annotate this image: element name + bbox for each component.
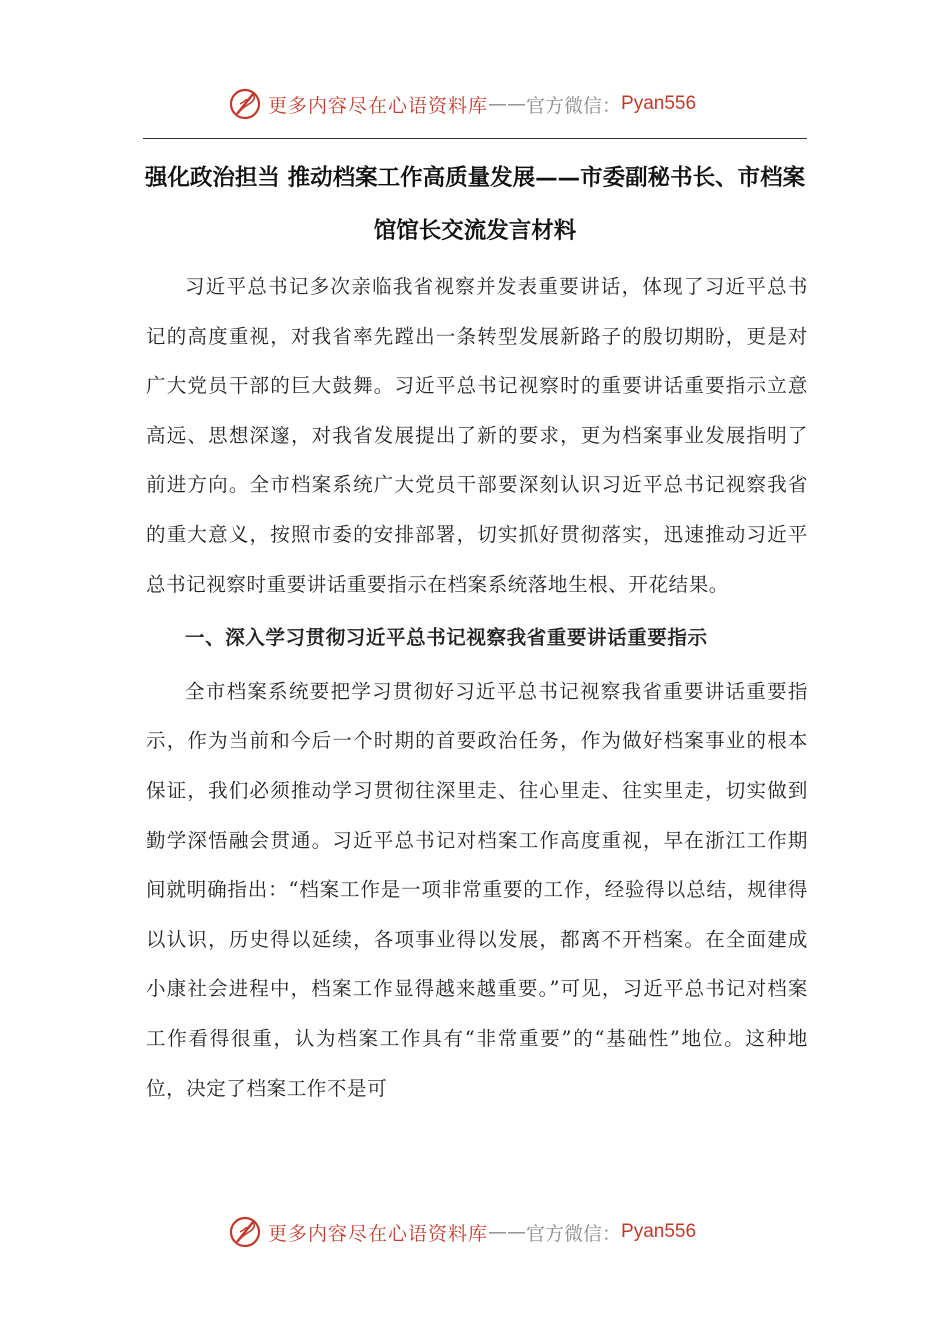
footer-watermark (228, 1212, 748, 1252)
watermark-wechat-id: Pyan556 (621, 1221, 697, 1242)
header-watermark (228, 84, 748, 124)
quill-logo-icon (228, 87, 262, 121)
document-title: 强化政治担当 推动档案工作高质量发展——市委副秘书长、市档案馆馆长交流发言材料 (144, 165, 806, 244)
watermark-wechat-label: 官方微信： (526, 1222, 622, 1245)
quill-logo-icon (228, 1215, 262, 1249)
watermark-dash: —— (488, 1221, 527, 1243)
watermark-slogan: 更多内容尽在心语资料库 (268, 94, 489, 117)
body-paragraph: 习近平总书记多次亲临我省视察并发表重要讲话，体现了习近平总书记的高度重视，对我省率先蹚出一条转型发展新路子的殷切期盼，更是对广大党员干部的巨大鼓舞。习近平总书记视察时的重要讲话重要指示立意高远、思想深邃，对我省发展提出了新的要求，更为档案事业发展指明了前进方向。全市档案系统广大党员干部要深刻认识习近平总书记视察我省的重大意义，按照市委的安排部署，切实抓好贯彻落实，迅速推动习近平总书记视察时重要讲话重要指示在档案系统落地生根、开花结果。 (146, 275, 808, 596)
watermark-slogan: 更多内容尽在心语资料库 (268, 1222, 489, 1245)
watermark-wechat-label: 官方微信： (526, 94, 622, 117)
section-heading: 一、深入学习贯彻习近平总书记视察我省重要讲话重要指示 (185, 626, 708, 650)
watermark-dash: —— (488, 93, 527, 115)
document-body (146, 262, 808, 1113)
watermark-wechat-id: Pyan556 (621, 93, 697, 114)
body-paragraph: 全市档案系统要把学习贯彻好习近平总书记视察我省重要讲话重要指示，作为当前和今后一个时期的首要政治任务，作为做好档案事业的根本保证，我们必须推动学习贯彻往深里走、往心里走、往实里走，切实做到勤学深悟融会贯通。习近平总书记对档案工作高度重视，早在浙江工作期间就明确指出：“档案工作是一项非常重要的工作，经验得以总结，规律得以认识，历史得以延续，各项事业得以发展，都离不开档案。在全面建成小康社会进程中，档案工作显得越来越重要。”可见，习近平总书记对档案工作看得很重，认为档案工作具有“非常重要”的“基础性”地位。这种地位，决定了档案工作不是可 (146, 679, 808, 1100)
header-divider (143, 138, 807, 139)
